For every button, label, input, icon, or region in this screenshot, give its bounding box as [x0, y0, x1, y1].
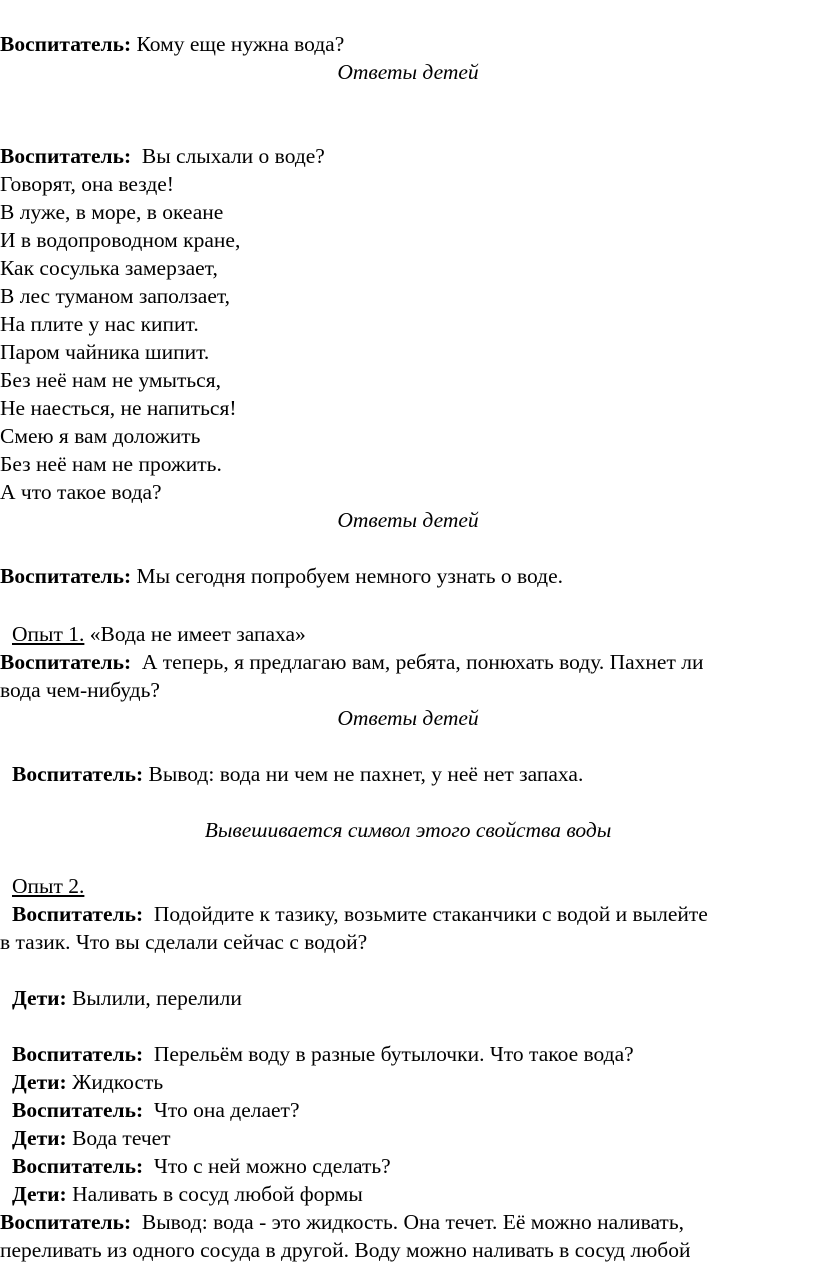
- poem-line: И в водопроводном кране,: [0, 228, 241, 252]
- dialog-text: Перельём воду в разные бутылочки. Что такое вода?: [153, 1042, 634, 1066]
- dialog-text: Что она делает?: [153, 1098, 300, 1122]
- dialog-text: Вывод: вода - это жидкость. Она течет. Её можно наливать,: [141, 1210, 685, 1234]
- speaker-label: Воспитатель:: [12, 762, 144, 786]
- dialog-line: [0, 562, 816, 590]
- speaker-label: Дети:: [12, 1070, 67, 1094]
- speaker-label: Воспитатель:: [0, 32, 132, 56]
- dialog-text: Вылили, перелили: [72, 986, 242, 1010]
- poem-line: Не наесться, не напиться!: [0, 396, 237, 420]
- children-answers-text: Ответы детей: [337, 508, 479, 532]
- poem-line: Без неё нам не умыться,: [0, 368, 221, 392]
- poem-line: Смею я вам доложить: [0, 424, 201, 448]
- dialog-text: Вода течет: [72, 1126, 171, 1150]
- children-answers-note: [0, 506, 816, 534]
- dialog-line: [0, 1180, 816, 1208]
- dialog-text: Мы сегодня попробуем немного узнать о воде.: [136, 564, 564, 588]
- dialog-text: Жидкость: [72, 1070, 164, 1094]
- dialog-text: Подойдите к тазику, возьмите стаканчики с водой и вылейте: [153, 902, 708, 926]
- poem-line: В луже, в море, в океане: [0, 200, 224, 224]
- children-answers-text: Ответы детей: [337, 60, 479, 84]
- dialog-text: Вывод: вода ни чем не пахнет, у неё нет запаха.: [148, 762, 584, 786]
- experiment-name: «Вода не имеет запаха»: [89, 622, 306, 646]
- experiment-title: Опыт 2.: [12, 874, 85, 898]
- children-answers-note: [0, 704, 816, 732]
- dialog-line: [0, 984, 816, 1012]
- dialog-line: [0, 1124, 816, 1152]
- speaker-label: Воспитатель:: [0, 144, 132, 168]
- dialog-text: Наливать в сосуд любой формы: [72, 1182, 363, 1206]
- dialog-line: [0, 30, 816, 58]
- speaker-label: Воспитатель:: [12, 1042, 144, 1066]
- dialog-text: Что с ней можно сделать?: [153, 1154, 391, 1178]
- speaker-label: Воспитатель:: [0, 1210, 132, 1234]
- experiment-heading: [0, 872, 816, 900]
- children-answers-note: [0, 58, 816, 86]
- poem-line: Вы слыхали о воде?: [141, 144, 325, 168]
- speaker-label: Воспитатель:: [12, 1154, 144, 1178]
- dialog-line: [0, 1096, 816, 1124]
- dialog-line: [0, 1068, 816, 1096]
- dialog-text: вода чем-нибудь?: [0, 678, 160, 702]
- dialog-line: [0, 900, 816, 928]
- speaker-label: Дети:: [12, 1126, 67, 1150]
- poem-line: Без неё нам не прожить.: [0, 452, 222, 476]
- dialog-line: [0, 1208, 816, 1236]
- symbol-note: Вывешивается символ этого свойства воды: [204, 818, 612, 842]
- speaker-label: Дети:: [12, 986, 67, 1010]
- dialog-text: Кому еще нужна вода?: [136, 32, 345, 56]
- speaker-label: Дети:: [12, 1182, 67, 1206]
- speaker-label: Воспитатель:: [0, 564, 132, 588]
- poem-line: Паром чайника шипит.: [0, 340, 210, 364]
- children-answers-text: Ответы детей: [337, 706, 479, 730]
- poem-line: На плите у нас кипит.: [0, 312, 199, 336]
- dialog-text: в тазик. Что вы сделали сейчас с водой?: [0, 930, 368, 954]
- experiment-title: Опыт 1.: [12, 622, 85, 646]
- poem-line: Как сосулька замерзает,: [0, 256, 218, 280]
- speaker-label: Воспитатель:: [0, 650, 132, 674]
- speaker-label: Воспитатель:: [12, 1098, 144, 1122]
- dialog-line: [0, 648, 816, 676]
- dialog-text: А теперь, я предлагаю вам, ребята, понюхать воду. Пахнет ли: [141, 650, 704, 674]
- dialog-line: [0, 760, 816, 788]
- dialog-line: [0, 1152, 816, 1180]
- poem-line: В лес туманом заползает,: [0, 284, 231, 308]
- dialog-text: переливать из одного сосуда в другой. Воду можно наливать в сосуд любой: [0, 1238, 691, 1262]
- poem-line: Говорят, она везде!: [0, 172, 174, 196]
- dialog-line: [0, 1040, 816, 1068]
- dialog-line: [0, 142, 816, 170]
- poem-line: А что такое вода?: [0, 480, 162, 504]
- speaker-label: Воспитатель:: [12, 902, 144, 926]
- experiment-heading: [0, 620, 816, 648]
